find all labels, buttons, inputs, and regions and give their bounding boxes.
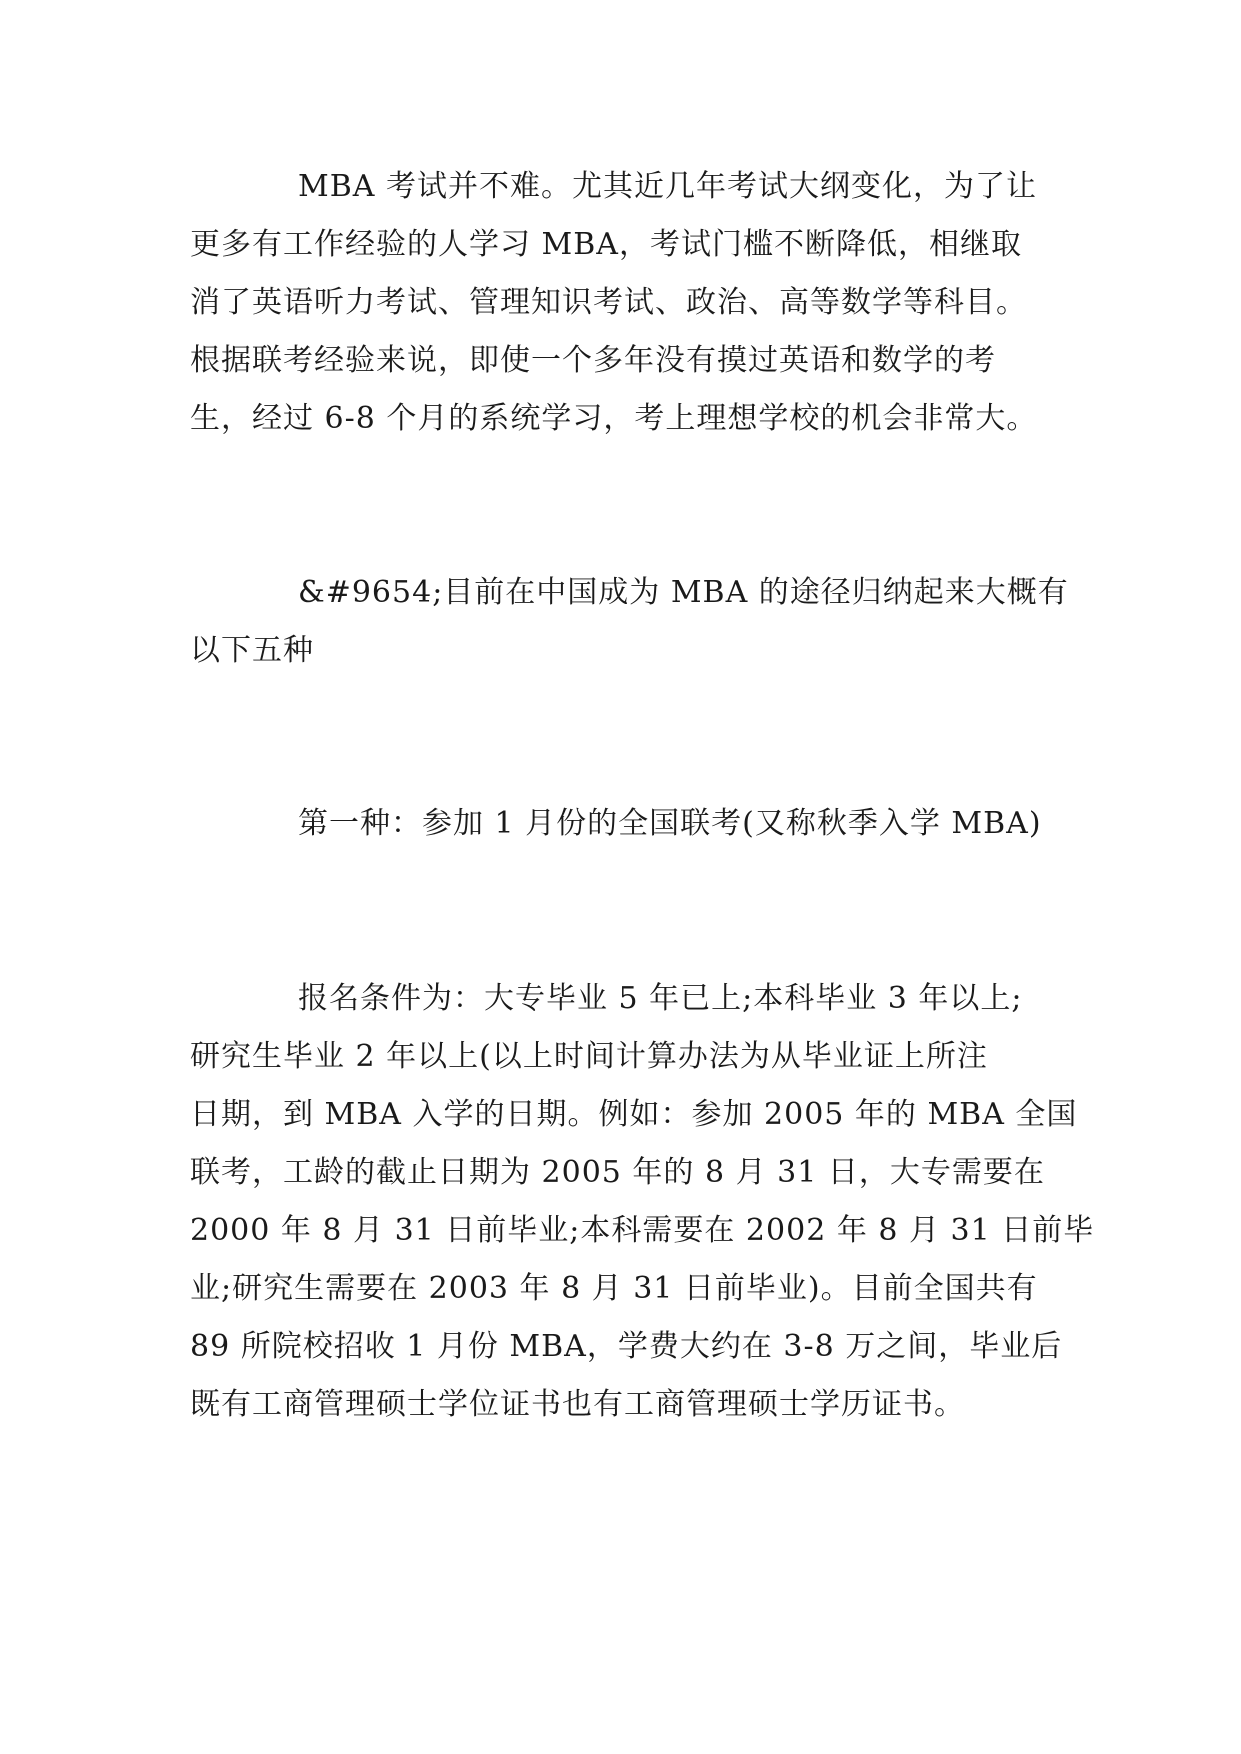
text-line: 日期，到 MBA 入学的日期。例如：参加 2005 年的 MBA 全国: [190, 1097, 1078, 1132]
text-line: 联考，工龄的截止日期为 2005 年的 8 月 31 日，大专需要在: [190, 1155, 1045, 1190]
text-line: 业;研究生需要在 2003 年 8 月 31 日前毕业)。目前全国共有: [190, 1271, 1038, 1306]
text-line: 研究生毕业 2 年以上(以上时间计算办法为从毕业证上所注: [190, 1039, 988, 1074]
text-line: 既有工商管理硕士学位证书也有工商管理硕士学历证书。: [190, 1387, 965, 1422]
text-line: 更多有工作经验的人学习 MBA，考试门槛不断降低，相继取: [190, 227, 1022, 262]
text-line: MBA 考试并不难。尤其近几年考试大纲变化，为了让: [298, 169, 1037, 204]
paragraph-first-path: [190, 795, 1070, 853]
text-line: 报名条件为：大专毕业 5 年已上;本科毕业 3 年以上;: [298, 981, 1023, 1016]
paragraph-mba-paths-heading: [190, 564, 1070, 680]
text-line: &#9654;目前在中国成为 MBA 的途径归纳起来大概有: [298, 575, 1069, 610]
text-line: 89 所院校招收 1 月份 MBA，学费大约在 3-8 万之间，毕业后: [190, 1329, 1063, 1364]
text-line: 以下五种: [190, 633, 314, 668]
text-line: 消了英语听力考试、管理知识考试、政治、高等数学等科目。: [190, 285, 1027, 320]
paragraph-mba-exam-intro: [190, 158, 1070, 448]
text-line: 第一种：参加 1 月份的全国联考(又称秋季入学 MBA): [298, 806, 1042, 841]
text-line: 2000 年 8 月 31 日前毕业;本科需要在 2002 年 8 月 31 日前毕: [190, 1213, 1095, 1248]
paragraph-registration-conditions: [190, 970, 1095, 1434]
text-line: 根据联考经验来说，即使一个多年没有摸过英语和数学的考: [190, 343, 996, 378]
text-line: 生，经过 6-8 个月的系统学习，考上理想学校的机会非常大。: [190, 401, 1038, 436]
